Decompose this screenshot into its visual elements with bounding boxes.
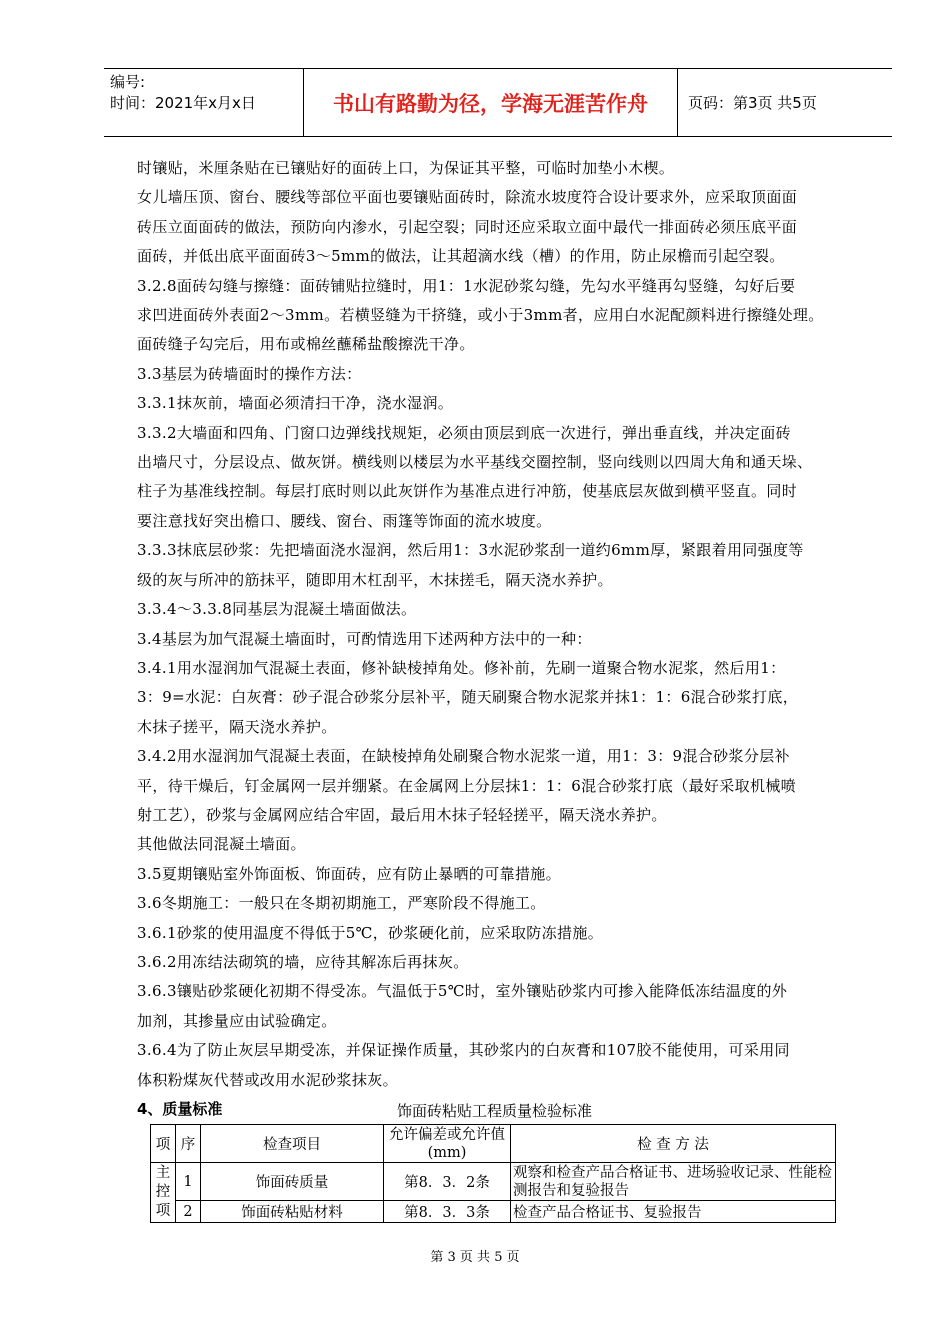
paragraph-line: 面砖，并低出底平面面砖3～5mm的做法，让其超滴水线（槽）的作用，防止尿檐而引起空裂。 [137, 247, 785, 266]
group-cell: 主控项 [151, 1163, 176, 1223]
header-cell-allowance: 允许偏差或允许值(mm) [384, 1125, 511, 1163]
row-seq: 1 [176, 1163, 201, 1201]
header-number-label: 编号: [110, 73, 146, 91]
paragraph-line: 平，待干燥后，钉金属网一层并绷紧。在金属网上分层抹1：1：6混合砂浆打底（最好采取机械喷 [137, 776, 797, 795]
paragraph-line: 级的灰与所冲的筋抹平，随即用木杠刮平，木抹搓毛，隔天浇水养护。 [137, 570, 613, 589]
page-footer: 第 3 页 共 5 页 [430, 1250, 520, 1265]
document-body [137, 154, 852, 1124]
row-method: 检查产品合格证书、复验报告 [511, 1201, 836, 1223]
paragraph-line: 3.6.2用冻结法砌筑的墙，应待其解冻后再抹灰。 [137, 952, 469, 971]
paragraph-line: 3.3.4～3.3.8同基层为混凝土墙面做法。 [137, 600, 417, 619]
paragraph-line: 柱子为基准线控制。每层打底时则以此灰饼作为基准点进行冲筋，使基底层灰做到横平竖直。同时 [137, 482, 798, 501]
paragraph-line: 3.4基层为加气混凝土墙面时，可酌情选用下述两种方法中的一种： [137, 629, 592, 648]
paragraph-line: 3.3基层为砖墙面时的操作方法： [137, 364, 362, 383]
paragraph-line: 其他做法同混凝土墙面。 [137, 835, 306, 854]
paragraph-line: 求凹进面砖外表面2～3mm。若横竖缝为干挤缝，或小于3mm者，应用白水泥配颜料进行擦缝处理。 [137, 306, 824, 325]
header-motto: 书山有路勤为径，学海无涯苦作舟 [304, 69, 678, 136]
header-cell-category: 项 [151, 1125, 176, 1163]
paragraph-line: 面砖缝子勾完后，用布或棉丝蘸稀盐酸擦洗干净。 [137, 335, 475, 354]
paragraph-line: 出墙尺寸，分层设点、做灰饼。横线则以楼层为水平基线交圈控制，竖向线则以四周大角和通天垛、 [137, 453, 813, 472]
paragraph-line: 3.2.8面砖勾缝与擦缝：面砖铺贴拉缝时，用1：1水泥砂浆勾缝，先勾水平缝再勾竖缝，勾好后要 [137, 276, 796, 295]
quality-standard-table [150, 1124, 836, 1223]
table-row [151, 1201, 836, 1223]
row-allowance: 第8．3．2条 [384, 1163, 511, 1201]
paragraph-line: 3.3.3抹底层砂浆：先把墙面浇水湿润，然后用1：3水泥砂浆刮一道约6mm厚，紧跟着用同强度等 [137, 541, 804, 560]
paragraph-line: 女儿墙压顶、窗台、腰线等部位平面也要镶贴面砖时，除流水坡度符合设计要求外，应采取顶面面 [137, 188, 798, 207]
paragraph-line: 3.4.1用水湿润加气混凝土表面，修补缺棱掉角处。修补前，先刷一道聚合物水泥浆，然后用1： [137, 658, 786, 677]
header-meta [104, 69, 304, 136]
paragraph-line: 3.6.1砂浆的使用温度不得低于5℃，砂浆硬化前，应采取防冻措施。 [137, 923, 604, 942]
paragraph-line: 3.6.4为了防止灰层早期受冻，并保证操作质量，其砂浆内的白灰膏和107胶不能使用，可采用同 [137, 1041, 790, 1060]
row-allowance: 第8．3．3条 [384, 1201, 511, 1223]
header-time-label: 时间：2021年x月x日 [110, 94, 256, 112]
table-row [151, 1163, 836, 1201]
paragraph-line: 3.3.1抹灰前，墙面必须清扫干净，浇水湿润。 [137, 394, 454, 413]
paragraph-line: 3.3.2大墙面和四角、门窗口边弹线找规矩，必须由顶层到底一次进行，弹出垂直线，并决定面砖 [137, 423, 791, 442]
table-title: 饰面砖粘贴工程质量检验标准 [396, 1102, 592, 1120]
paragraph-line: 要注意找好突出檐口、腰线、窗台、雨篷等饰面的流水坡度。 [137, 511, 552, 530]
paragraph-line: 体积粉煤灰代替或改用水泥砂浆抹灰。 [137, 1070, 398, 1089]
row-method: 观察和检查产品合格证书、进场验收记录、性能检测报告和复验报告 [511, 1163, 836, 1201]
header-page-label: 页码：第3页 共5页 [688, 94, 817, 112]
paragraph-line: 3：9=水泥：白灰膏：砂子混合砂浆分层补平，随天刷聚合物水泥浆并抹1：1：6混合砂浆打底， [137, 688, 799, 707]
paragraph-line: 木抹子搓平，隔天浇水养护。 [137, 717, 337, 736]
page-header [104, 68, 892, 137]
paragraph-line: 射工艺），砂浆与金属网应结合牢固，最后用木抹子轻轻搓平，隔天浇水养护。 [137, 805, 667, 824]
header-cell-method: 检 查 方 法 [511, 1125, 836, 1163]
header-cell-item: 检查项目 [201, 1125, 384, 1163]
paragraph-line: 3.5夏期镶贴室外饰面板、饰面砖，应有防止暴晒的可靠措施。 [137, 864, 562, 883]
paragraph-line: 3.6冬期施工：一般只在冬期初期施工，严寒阶段不得施工。 [137, 894, 546, 913]
paragraph-line: 时镶贴，米厘条贴在已镶贴好的面砖上口，为保证其平整，可临时加垫小木楔。 [137, 159, 675, 177]
paragraph-line: 砖压立面面砖的做法，预防向内渗水，引起空裂；同时还应采取立面中最代一排面砖必须压底平面 [137, 217, 798, 236]
paragraph-line: 加剂，其掺量应由试验确定。 [137, 1011, 337, 1030]
paragraph-line: 3.6.3镶贴砂浆硬化初期不得受冻。气温低于5℃时，室外镶贴砂浆内可掺入能降低冻结温度的外 [137, 982, 788, 1001]
paragraph-list [137, 154, 852, 1095]
paragraph-line: 3.4.2用水湿润加气混凝土表面，在缺棱掉角处刷聚合物水泥浆一道，用1：3：9混合砂浆分层补 [137, 747, 790, 766]
table-header-row [151, 1125, 836, 1163]
row-seq: 2 [176, 1201, 201, 1223]
header-cell-seq: 序 [176, 1125, 201, 1163]
row-item: 饰面砖质量 [201, 1163, 384, 1201]
section-title: 4、质量标准 [137, 1100, 223, 1118]
row-item: 饰面砖粘贴材料 [201, 1201, 384, 1223]
